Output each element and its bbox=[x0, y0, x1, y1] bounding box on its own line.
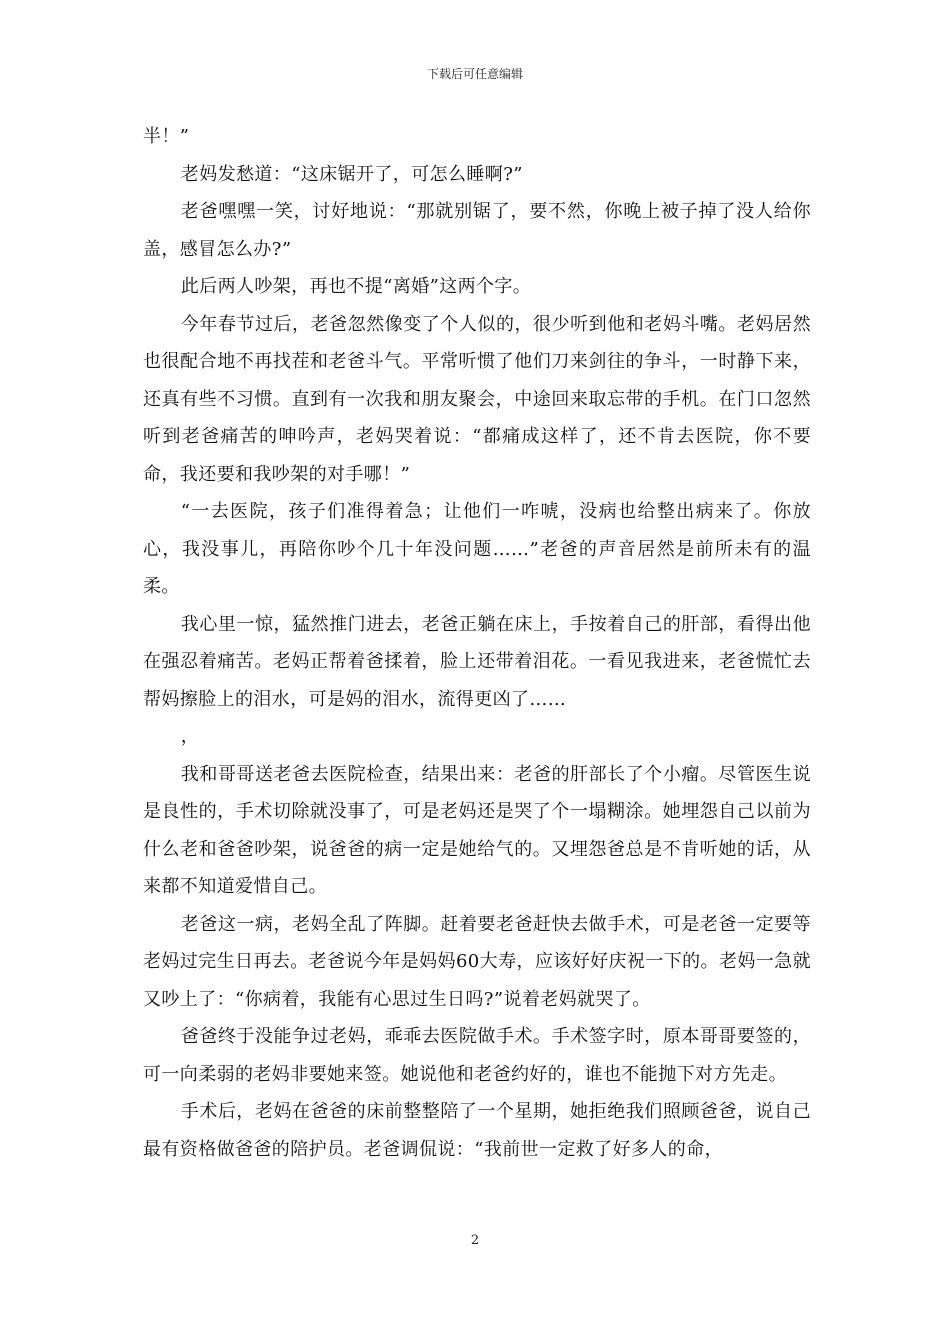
paragraph: ， bbox=[180, 726, 200, 747]
paragraph: 老妈发愁道：“这床锯开了，可怎么睡啊?” bbox=[180, 163, 523, 185]
paragraph: 今年春节过后，老爸忽然像变了个人似的，很少听到他和老妈斗嘴。老妈居然也很配合地不再找茬和老爸斗气。平常听惯了他们刀来剑往的争斗，一时静下来，还真有些不习惯。直到有一次我和朋友聚会，中途回来取忘带的手机。在门口忽然听到老爸痛苦的呻吟声，老妈哭着说：“都痛成这样了，还不肯去医院，你不要命，我还要和我吵架的对手哪！” bbox=[143, 313, 811, 485]
paragraph: 老爸这一病，老妈全乱了阵脚。赶着要老爸赶快去做手术，可是老爸一定要等老妈过完生日再去。老爸说今年是妈妈60大寿，应该好好庆祝一下的。老妈一急就又吵上了：“你病着，我能有心思过生日吗?”说着老妈就哭了。 bbox=[143, 913, 811, 1010]
paragraph: 我心里一惊，猛然推门进去，老爸正躺在床上，手按着自己的肝部，看得出他在强忍着痛苦。老妈正帮着爸揉着，脸上还带着泪花。一看见我进来，老爸慌忙去帮妈擦脸上的泪水，可是妈的泪水，流得更凶了…… bbox=[143, 613, 811, 710]
document-body bbox=[143, 118, 811, 1168]
page-header: 下载后可任意编辑 bbox=[426, 67, 523, 81]
page-number: 2 bbox=[470, 1233, 480, 1248]
paragraph: 此后两人吵架，再也不提“离婚”这两个字。 bbox=[180, 276, 532, 297]
paragraph: 爸爸终于没能争过老妈，乖乖去医院做手术。手术签字时，原本哥哥要签的，可一向柔弱的老妈非要她来签。她说他和老爸约好的，谁也不能抛下对方先走。 bbox=[143, 1026, 811, 1085]
paragraph: “一去医院，孩子们准得着急；让他们一咋唬，没病也给整出病来了。你放心，我没事儿，再陪你吵个几十年没问题……”老爸的声音居然是前所未有的温柔。 bbox=[143, 501, 811, 597]
paragraph: 我和哥哥送老爸去医院检查，结果出来：老爸的肝部长了个小瘤。尽管医生说是良性的，手术切除就没事了，可是老妈还是哭了个一塌糊涂。她埋怨自己以前为什么老和爸爸吵架，说爸爸的病一定是她给气的。又埋怨爸总是不肯听她的话，从来都不知道爱惜自己。 bbox=[143, 763, 811, 897]
paragraph: 半！” bbox=[143, 126, 190, 147]
paragraph: 手术后，老妈在爸爸的床前整整陪了一个星期，她拒绝我们照顾爸爸，说自己最有资格做爸爸的陪护员。老爸调侃说：“我前世一定救了好多人的命， bbox=[143, 1101, 811, 1160]
paragraph: 老爸嘿嘿一笑，讨好地说：“那就别锯了，要不然，你晚上被子掉了没人给你盖，感冒怎么办?” bbox=[143, 201, 811, 260]
